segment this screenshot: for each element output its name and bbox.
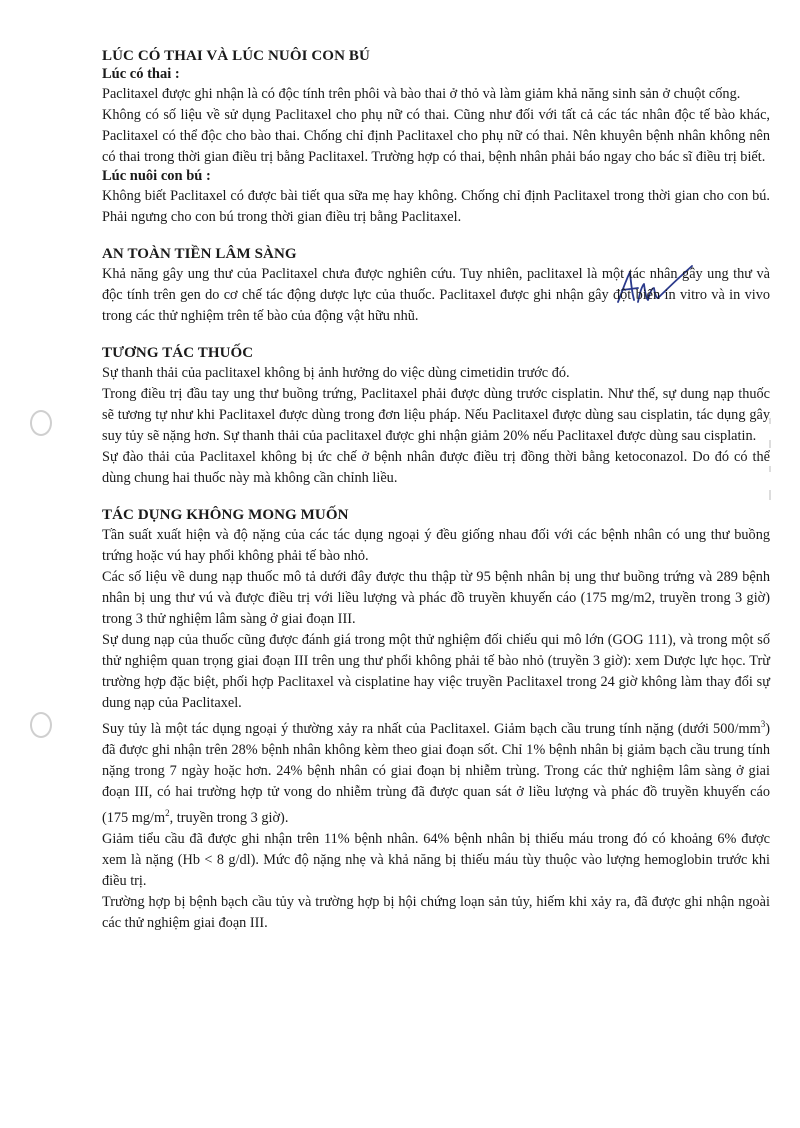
paragraph: Tần suất xuất hiện và độ nặng của các tác dụng ngoại ý đều giống nhau đối với các bệnh nhân có ung thư buồng trứng hoặc vú hay phổi không phải tế bào nhỏ. — [102, 527, 770, 564]
section-preclinical-safety — [102, 246, 770, 327]
section-pregnancy-lactation — [102, 48, 770, 228]
paragraph — [102, 714, 770, 829]
paragraph: Không biết Paclitaxel có được bài tiết qua sữa mẹ hay không. Chống chỉ định Paclitaxel trong thời gian cho con bú. Phải ngưng cho con bú trong thời gian điều trị bằng Paclitaxel. — [102, 188, 770, 225]
document-page — [102, 48, 770, 934]
paragraph-text: Suy tủy là một tác dụng ngoại ý thường xảy ra nhất của Paclitaxel. Giảm bạch cầu trung tính nặng (dưới 500/mm — [102, 720, 761, 737]
superscript: 3 — [760, 719, 766, 729]
paragraph: Sự đào thải của Paclitaxel không bị ức chế ở bệnh nhân được điều trị đồng thời bằng ketoconazol. Do đó có thể dùng chung hai thuốc này mà không cần chỉnh liều. — [102, 449, 770, 486]
subsection-title: Lúc có thai : — [102, 66, 180, 82]
paragraph: Không có số liệu về sử dụng Paclitaxel cho phụ nữ có thai. Cũng như đối với tất cả các tác nhân độc tế bào khác, Paclitaxel có thể độc cho bào thai. Chống chỉ định Paclitaxel cho phụ nữ có thai. Nên khuyên bệnh nhân không nên có thai trong thời gian điều trị bằng Paclitaxel. Trường hợp có thai, bệnh nhân phải báo ngay cho bác sĩ điều trị biết. — [102, 107, 770, 165]
paragraph: Giảm tiểu cầu đã được ghi nhận trên 11% bệnh nhân. 64% bệnh nhân bị thiếu máu trong đó có khoảng 6% được xem là nặng (Hb < 8 g/dl). Mức độ nặng nhẹ và khả năng bị thiếu máu tùy thuộc vào lượng hemoglobin trước khi điều trị. — [102, 830, 770, 889]
paragraph: Sự thanh thải của paclitaxel không bị ảnh hưởng do việc dùng cimetidin trước đó. — [102, 365, 570, 381]
paragraph: Khả năng gây ung thư của Paclitaxel chưa được nghiên cứu. Tuy nhiên, paclitaxel là một tác nhân gây ung thư và độc tính trên gen do cơ chế tác động dược lực của thuốc. Paclitaxel được ghi nhận gây đột biến in vitro và in vivo trong các thử nghiệm trên tế bào của động vật hữu nhũ. — [102, 266, 770, 324]
paragraph: Paclitaxel được ghi nhận là có độc tính trên phôi và bào thai ở thỏ và làm giảm khả năng sinh sản ở chuột cống. — [102, 86, 741, 102]
section-title: AN TOÀN TIỀN LÂM SÀNG — [102, 246, 297, 262]
paragraph: Trong điều trị đầu tay ung thư buồng trứng, Paclitaxel phải được dùng trước cisplatin. Như thế, sự dung nạp thuốc sẽ tương tự như khi Paclitaxel được dùng trong đơn liệu pháp. Nếu Paclitaxel được dùng sau cisplatin, tác dụng gây suy tủy sẽ nặng hơn. Sự thanh thải của paclitaxel được ghi nhận giảm 20% nếu Paclitaxel được dùng sau cisplatin. — [102, 386, 770, 444]
subsection-title: Lúc nuôi con bú : — [102, 168, 211, 184]
paragraph: Các số liệu về dung nạp thuốc mô tả dưới đây được thu thập từ 95 bệnh nhân bị ung thư buồng trứng và 289 bệnh nhân bị ung thư vú và được điều trị với liều lượng và phác đồ truyền khuyến cáo (175 mg/m2, truyền trong 3 giờ) trong 3 thử nghiệm lâm sàng ở giai đoạn III. — [102, 569, 770, 627]
binder-hole-top — [30, 410, 52, 436]
section-title: LÚC CÓ THAI VÀ LÚC NUÔI CON BÚ — [102, 48, 370, 64]
paragraph-text: , truyền trong 3 giờ). — [169, 809, 289, 826]
superscript: 2 — [165, 807, 170, 818]
section-drug-interactions — [102, 345, 770, 489]
binder-hole-bottom — [30, 712, 52, 738]
section-title: TÁC DỤNG KHÔNG MONG MUỐN — [102, 507, 349, 523]
paragraph: Sự dung nạp của thuốc cũng được đánh giá trong một thử nghiệm đối chiếu qui mô lớn (GOG 111), và trong một số thử nghiệm quan trọng giai đoạn III trên ung thư phổi không phải tế bào nhỏ (truyền 3 giờ): xem Dược lực học. Trừ trường hợp đặc biệt, phối hợp Paclitaxel và cisplatine hay việc truyền Paclitaxel trong 24 giờ không làm thay đổi sự dung nạp của Paclitaxel. — [102, 632, 770, 711]
paragraph: Trường hợp bị bệnh bạch cầu tủy và trường hợp bị hội chứng loạn sản tủy, hiếm khi xảy ra, đã được ghi nhận ngoài các thử nghiệm giai đoạn III. — [102, 893, 770, 931]
paragraph-text: ) đã được ghi nhận trên 28% bệnh nhân không kèm theo giai đoạn sốt. Chỉ 1% bệnh nhân bị giảm bạch cầu trung tính nặng trong 7 ngày hoặc hơn. 24% bệnh nhân có giai đoạn bị nhiễm trùng. Trong các thử nghiệm lâm sàng ở giai đoạn III, có hai trường hợp tử vong do nhiễm trùng đã được quan sát ở liều lượng và phác đồ truyền khuyến cáo (175 mg/m — [102, 720, 770, 826]
section-title: TƯƠNG TÁC THUỐC — [102, 345, 254, 361]
section-adverse-effects — [102, 507, 770, 934]
